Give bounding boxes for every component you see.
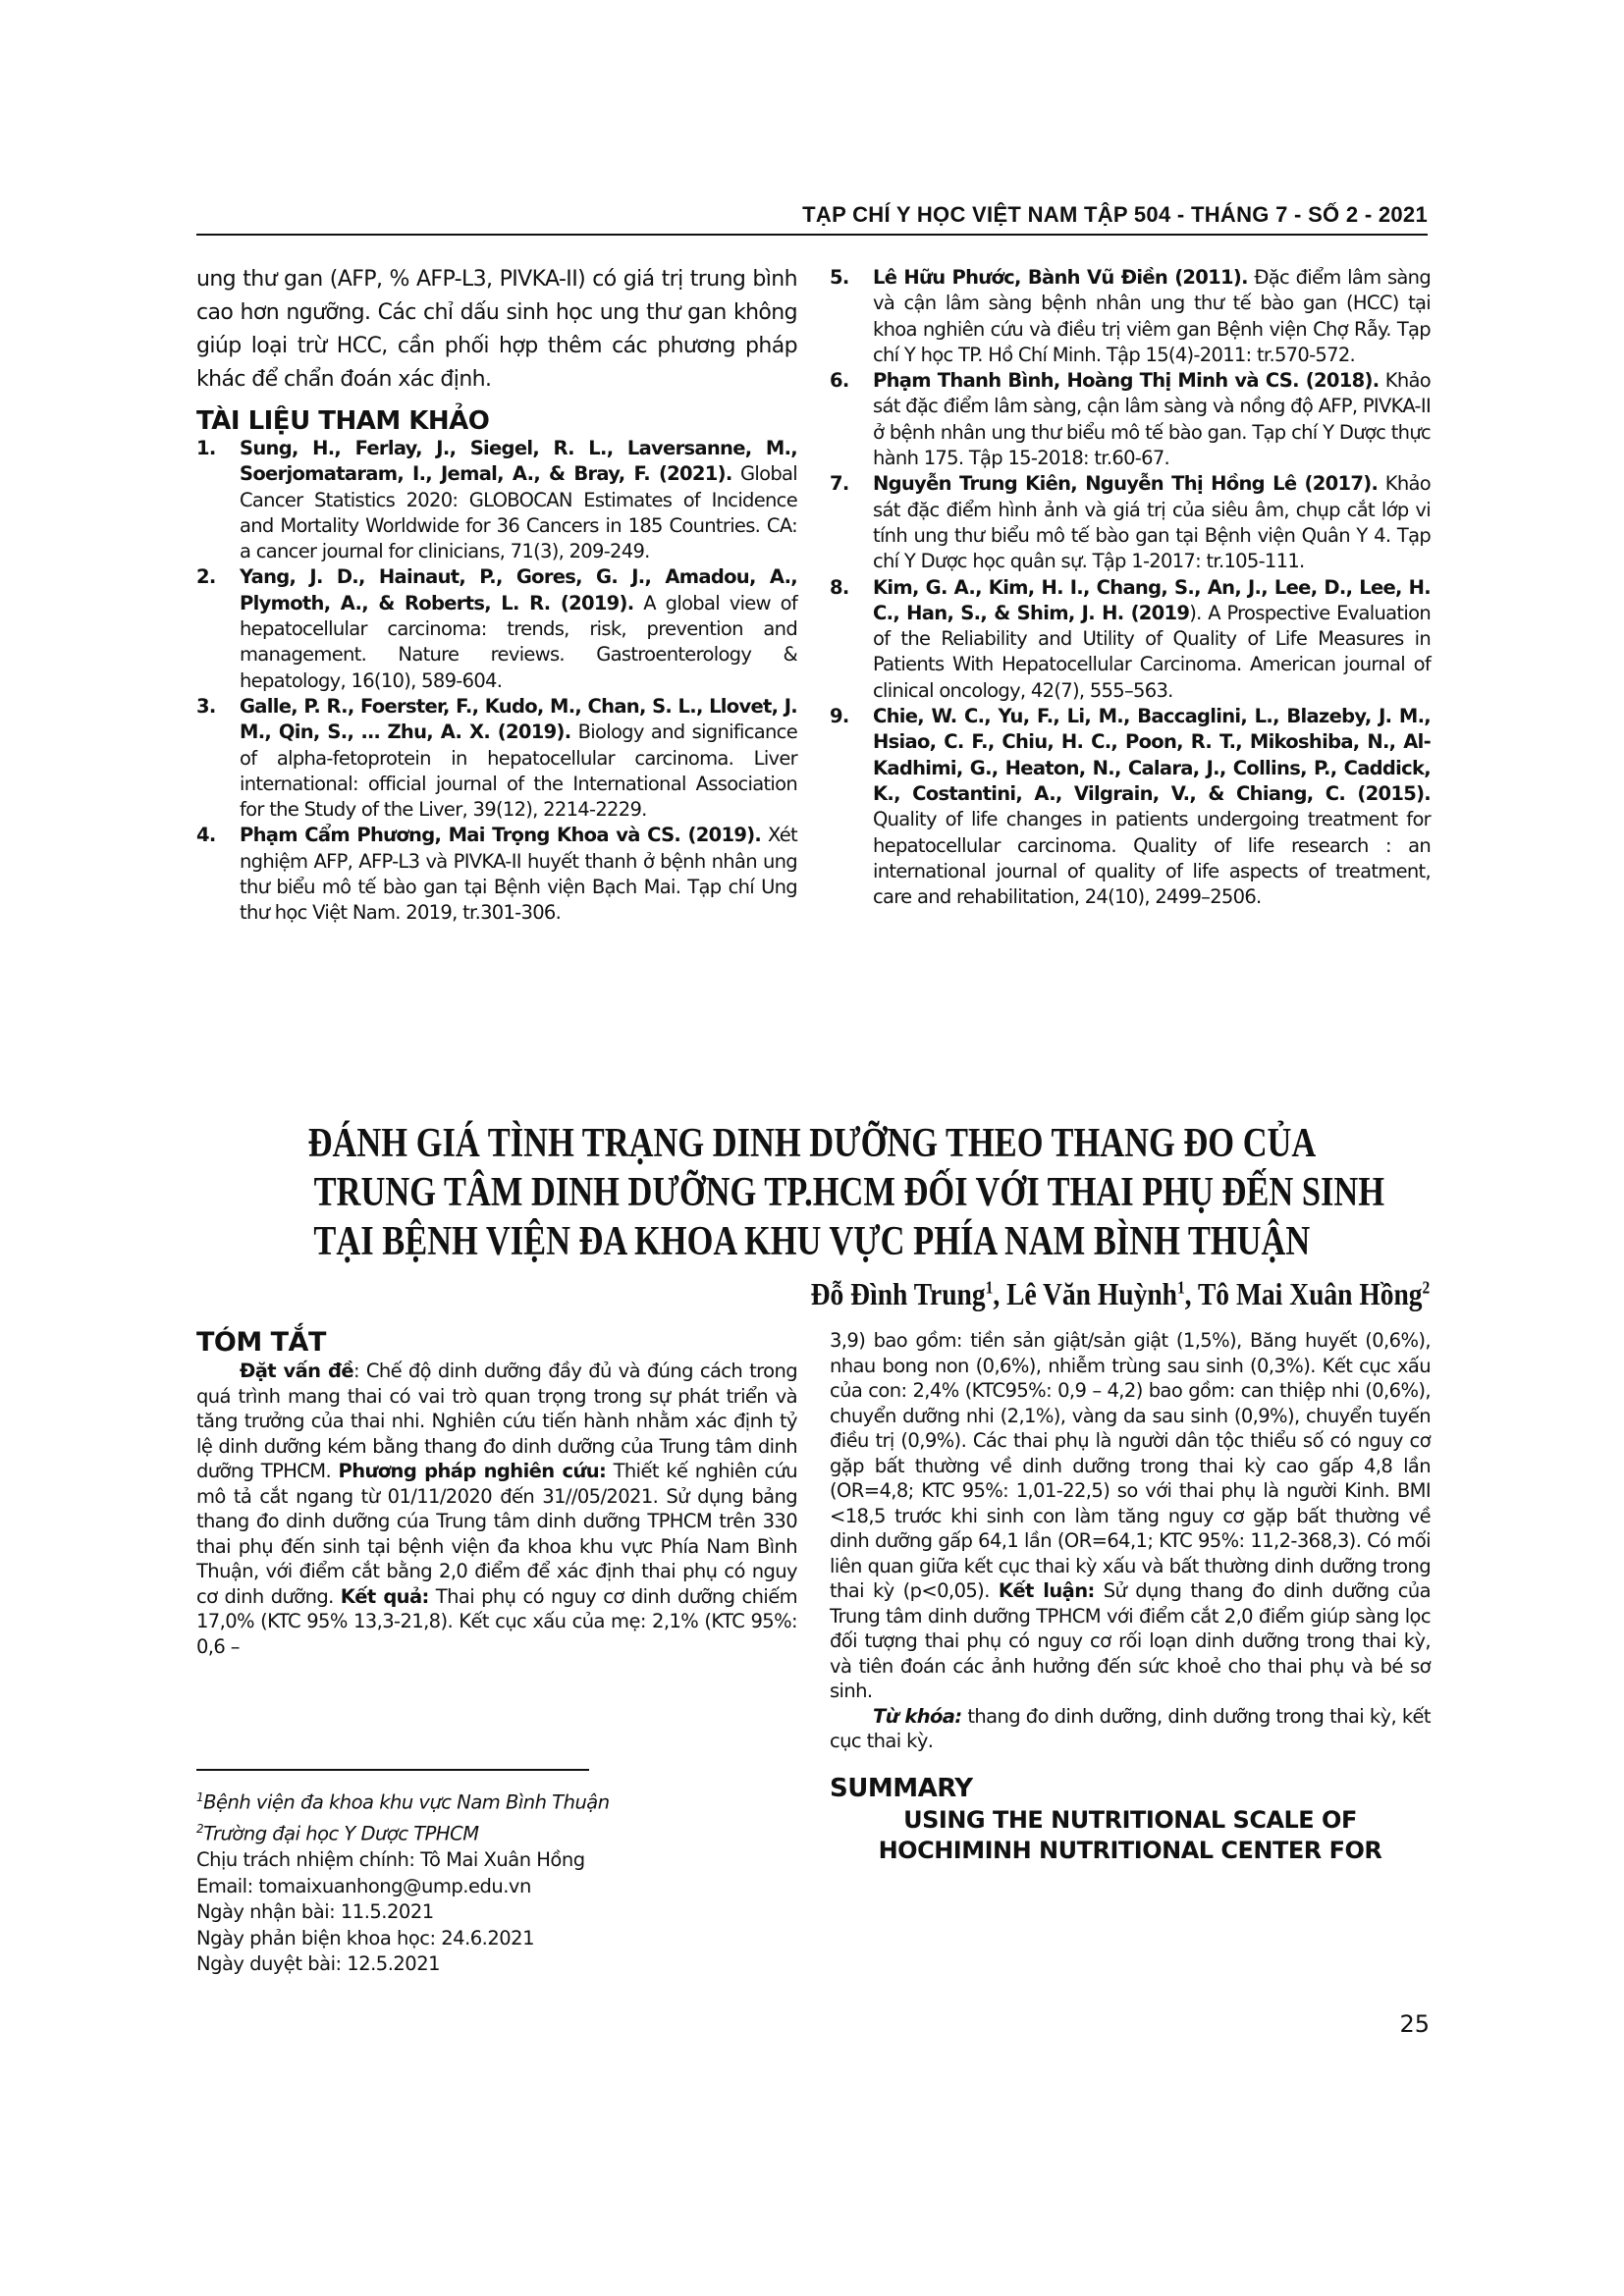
english-title-line: USING THE NUTRITIONAL SCALE OF xyxy=(903,1805,1357,1834)
abstract-heading: TÓM TẮT xyxy=(196,1327,326,1358)
reference-number: 1. xyxy=(196,437,216,459)
reference-authors: Yang, J. D., Hainaut, P., Gores, G. J., Amadou, A., Plymoth, A., & Roberts, L. R. (2019). xyxy=(240,565,797,614)
corresponding-author: Chịu trách nhiệm chính: Tô Mai Xuân Hồng xyxy=(196,1848,585,1871)
reference-text: Khảo sát đặc điểm hình ảnh và giá trị của siêu âm, chụp cắt lớp vi tính ung thư biểu mô tế bào gan tại Bệnh viện Quân Y 4. Tạp chí Y Dược học quân sự. Tập 1-2017: tr.105-111. xyxy=(873,472,1431,573)
email: Email: tomaixuanhong@ump.edu.vn xyxy=(196,1874,531,1897)
abstract-left-column xyxy=(196,1327,797,1659)
header-rule xyxy=(196,234,1428,236)
reference-text: ). A Prospective Evaluation of the Reliability and Utility of Quality of Life Measures in Patients With Hepatocellular Carcinoma. American journal of clinical oncology, 42(7), 555–563. xyxy=(873,601,1431,702)
reference-text: Quality of life changes in patients undergoing treatment for hepatocellular carcinoma. Quality of life research : an international journal of quality of life aspects of treatment, care and rehabilitation, 24(10), 2499–2506. xyxy=(873,808,1431,909)
affiliation-mark: 2 xyxy=(1422,1277,1430,1298)
affiliation-mark: 2 xyxy=(196,1822,204,1836)
reference-item xyxy=(830,575,1431,704)
reference-number: 4. xyxy=(196,824,216,847)
footnotes xyxy=(196,1785,610,1978)
affiliation-mark: 1 xyxy=(196,1790,204,1804)
reference-authors: Chie, W. C., Yu, F., Li, M., Baccaglini, L., Blazeby, J. M., Hsiao, C. F., Chiu, H. C., Poon, R. T., Mikoshiba, N., Al-Kadhimi, G., Heaton, N., Calara, J., Collins, P., Caddick, K., Costantini, A., Vilgrain, V., & Chiang, C. (2015). xyxy=(873,705,1431,805)
article-title-line: ĐÁNH GIÁ TÌNH TRẠNG DINH DƯỠNG THEO THANG ĐO CỦA xyxy=(307,1121,1317,1166)
reference-authors: Sung, H., Ferlay, J., Siegel, R. L., Laversanne, M., Soerjomataram, I., Jemal, A., & Bray, F. (2021). xyxy=(240,437,797,486)
reference-item xyxy=(196,564,797,693)
footnote-rule xyxy=(196,1769,589,1771)
previous-article-left-column xyxy=(196,263,797,927)
reference-list xyxy=(830,265,1431,910)
reference-authors: Lê Hữu Phước, Bành Vũ Điền (2011). xyxy=(873,266,1248,289)
journal-header: TẠP CHÍ Y HỌC VIỆT NAM TẬP 504 - THÁNG 7 - SỐ 2 - 2021 xyxy=(802,202,1428,227)
abstract-right-column xyxy=(830,1328,1431,1866)
reference-number: 7. xyxy=(830,472,849,496)
keywords xyxy=(830,1704,1431,1754)
affiliation-mark: 1 xyxy=(985,1277,994,1298)
english-title xyxy=(830,1805,1431,1866)
reference-item xyxy=(830,471,1431,574)
author-name: Tô Mai Xuân Hồng xyxy=(1197,1276,1423,1311)
article-title-line: TRUNG TÂM DINH DƯỠNG TP.HCM ĐỐI VỚI THAI PHỤ ĐẾN SINH xyxy=(313,1170,1385,1215)
reference-number: 9. xyxy=(830,705,849,728)
reference-authors: Kim, G. A., Kim, H. I., Chang, S., An, J., Lee, D., Lee, H. C., Han, S., & Shim, J. H. (2019 xyxy=(873,575,1431,624)
reference-item xyxy=(196,694,797,823)
reference-text: Khảo sát đặc điểm lâm sàng, cận lâm sàng và nồng độ AFP, PIVKA-II ở bệnh nhân ung thư biểu mô tế bào gan. Tạp chí Y Dược thực hành 175. Tập 15-2018: tr.60-67. xyxy=(873,369,1431,470)
reference-item xyxy=(196,436,797,564)
reference-authors: Phạm Cẩm Phương, Mai Trọng Khoa và CS. (2019). xyxy=(240,824,762,847)
page-number: 25 xyxy=(1399,2010,1430,2038)
reference-text: Đặc điểm lâm sàng và cận lâm sàng bệnh nhân ung thư tế bào gan (HCC) tại khoa nghiên cứu và điều trị viêm gan Bệnh viện Chợ Rẫy. Tạp chí Y học TP. Hồ Chí Minh. Tập 15(4)-2011: tr.570-572. xyxy=(873,266,1431,366)
label-conclusion: Kết luận: xyxy=(998,1579,1095,1602)
reference-list xyxy=(196,436,797,927)
reference-number: 3. xyxy=(196,694,216,718)
abstract-text: : Chế độ dinh dưỡng đầy đủ và đúng cách trong quá trình mang thai có vai trò quan trọng trong sự phát triển và tăng trưởng của thai nhi. Nghiên cứu tiến hành nhằm xác định tỷ lệ dinh dưỡng kém bằng thang đo dinh dưỡng của Trung tâm dinh dưỡng TPHCM. xyxy=(196,1360,797,1482)
date-reviewed: Ngày phản biện khoa học: 24.6.2021 xyxy=(196,1926,534,1949)
reference-item xyxy=(830,368,1431,471)
abstract-text: 3,9) bao gồm: tiền sản giật/sản giật (1,5%), Băng huyết (0,6%), nhau bong non (0,6%), nhiễm trùng sau sinh (0,3%). Kết cục xấu của con: 2,4% (KTC95%: 0,9 – 4,2) bao gồm: can thiệp nhi (0,6%), chuyển dưỡng nhi (2,1%), vàng da sau sinh (0,9%), chuyển tuyến điều trị (0,9%). Các thai phụ là người dân tộc thiểu số có nguy cơ gặp bất thường về dinh dưỡng trong thai kỳ cao gấp 4,8 lần (OR=4,8; KTC 95%: 1,01-22,5) so với thai phụ là người Kinh. BMI <18,5 trước khi sinh con làm tăng nguy cơ gặp bất thường về dinh dưỡng gấp 64,1 lần (OR=64,1; KTC 95%: 11,2-368,3). Có mối liên quan giữa kết cục thai kỳ xấu và bất thường dinh dưỡng trong thai kỳ (p<0,05). xyxy=(830,1329,1431,1602)
author-name: Đỗ Đình Trung xyxy=(810,1276,986,1311)
reference-number: 2. xyxy=(196,565,216,589)
label-background: Đặt vấn đề xyxy=(240,1360,353,1382)
author-name: Lê Văn Huỳnh xyxy=(1005,1276,1177,1311)
affiliation-2 xyxy=(196,1816,610,1847)
reference-text: Xét nghiệm AFP, AFP-L3 và PIVKA-II huyết thanh ở bệnh nhân ung thư biểu mô tế bào gan tại Bệnh viện Bạch Mai. Tạp chí Ung thư học Việt Nam. 2019, tr.301-306. xyxy=(240,824,798,925)
article-title xyxy=(196,1119,1428,1266)
affiliation-text: Trường đại học Y Dược TPHCM xyxy=(203,1822,479,1845)
author-list xyxy=(810,1276,1430,1312)
reference-number: 5. xyxy=(830,266,849,289)
abstract-text: Sử dụng thang đo dinh dưỡng của Trung tâm dinh dưỡng TPHCM với điểm cắt 2,0 điểm giúp sàng lọc đối tượng thai phụ có nguy cơ rối loạn dinh dưỡng trong thai kỳ, và tiên đoán các ảnh hưởng đến sức khoẻ cho thai phụ và bé sơ sinh. xyxy=(830,1579,1431,1702)
article-title-line: TẠI BỆNH VIỆN ĐA KHOA KHU VỰC PHÍA NAM BÌNH THUẬN xyxy=(313,1219,1311,1264)
reference-authors: Nguyễn Trung Kiên, Nguyễn Thị Hồng Lê (2017). xyxy=(873,472,1379,496)
separator: , xyxy=(1184,1276,1198,1311)
affiliation-mark: 1 xyxy=(1176,1277,1185,1298)
keywords-text: thang đo dinh dưỡng, dinh dưỡng trong thai kỳ, kết cục thai kỳ. xyxy=(830,1704,1431,1752)
separator: , xyxy=(993,1276,1006,1311)
reference-authors: Phạm Thanh Bình, Hoàng Thị Minh và CS. (2018). xyxy=(873,369,1380,393)
reference-item xyxy=(830,704,1431,910)
conclusion-text: ung thư gan (AFP, % AFP-L3, PIVKA-II) có giá trị trung bình cao hơn ngưỡng. Các chỉ dấu sinh học ung thư gan không giúp loại trừ HCC, cần phối hợp thêm các phương pháp khác để chẩn đoán xác định. xyxy=(196,267,797,392)
previous-article-right-column xyxy=(830,265,1431,910)
reference-authors: Galle, P. R., Foerster, F., Kudo, M., Chan, S. L., Llovet, J. M., Qin, S., … Zhu, A. X. (2019). xyxy=(240,694,797,744)
reference-text: A global view of hepatocellular carcinoma: trends, risk, prevention and management. Nature reviews. Gastroenterology & hepatology, 16(10), 589-604. xyxy=(240,591,798,692)
abstract-paragraph xyxy=(196,1359,797,1659)
affiliation-1 xyxy=(196,1785,610,1816)
abstract-text: Thai phụ có nguy cơ dinh dưỡng chiếm 17,0% (KTC 95% 13,3-21,8). Kết cục xấu của mẹ: 2,1% (KTC 95%: 0,6 – xyxy=(196,1584,797,1658)
reference-number: 8. xyxy=(830,575,849,599)
reference-text: Global Cancer Statistics 2020: GLOBOCAN Estimates of Incidence and Mortality Worldwide for 36 Cancers in 185 Countries. CA: a cancer journal for clinicians, 71(3), 209-249. xyxy=(240,462,797,563)
date-received: Ngày nhận bài: 11.5.2021 xyxy=(196,1900,434,1923)
reference-item xyxy=(830,265,1431,368)
reference-text: Biology and significance of alpha-fetoprotein in hepatocellular carcinoma. Liver international: official journal of the International Association for the Study of the Liver, 39(12), 2214-2229. xyxy=(240,721,797,822)
date-accepted: Ngày duyệt bài: 12.5.2021 xyxy=(196,1952,441,1975)
reference-item xyxy=(196,823,797,926)
label-results: Kết quả: xyxy=(340,1584,429,1608)
reference-number: 6. xyxy=(830,369,849,393)
label-methods: Phương pháp nghiên cứu: xyxy=(338,1460,607,1482)
english-title-line: HOCHIMINH NUTRITIONAL CENTER FOR xyxy=(878,1836,1382,1864)
keywords-label: Từ khóa: xyxy=(873,1704,962,1728)
abstract-text: Thiết kế nghiên cứu mô tả cắt ngang từ 01/11/2020 đến 31//05/2021. Sử dụng bảng thang đo dinh dưỡng cúa Trung tâm dinh dưỡng TPHCM trên 330 thai phụ đến sinh tại bệnh viện đa khoa khu vực Phía Nam Bình Thuận, với điểm cắt bằng 2,0 điểm để xác định thai phụ có nguy cơ dinh dưỡng. xyxy=(196,1460,797,1608)
summary-heading: SUMMARY xyxy=(830,1773,973,1803)
abstract-paragraph xyxy=(830,1328,1431,1704)
affiliation-text: Bệnh viện đa khoa khu vực Nam Bình Thuận xyxy=(203,1790,610,1814)
references-heading: TÀI LIỆU THAM KHẢO xyxy=(196,406,490,436)
